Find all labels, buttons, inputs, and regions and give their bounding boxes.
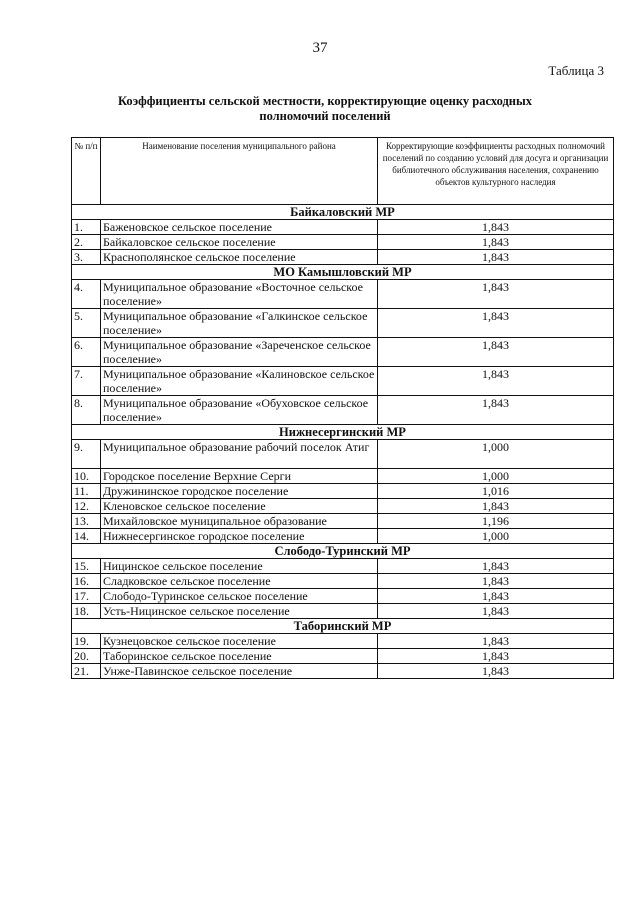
coefficient-value: 1,843 [378, 574, 614, 589]
row-number: 8. [72, 396, 101, 425]
table-body [72, 205, 614, 679]
coefficient-value: 1,843 [378, 250, 614, 265]
coefficient-value: 1,843 [378, 309, 614, 338]
coefficients-table [71, 137, 614, 679]
coefficient-value: 1,843 [378, 499, 614, 514]
settlement-name: Муниципальное образование «Зареченское сельское поселение» [101, 338, 378, 367]
settlement-name: Дружининское городское поселение [101, 484, 378, 499]
table-row [72, 664, 614, 679]
header-coef: Корректирующие коэффициенты расходных полномочий поселений по созданию условий для досуга и организации библиотечного обслуживания населения, сохранению объектов культурного наследия [378, 138, 614, 205]
title-line-1: Коэффициенты сельской местности, корректирующие оценку расходных [117, 94, 533, 108]
coefficient-value: 1,000 [378, 469, 614, 484]
table-row [72, 250, 614, 265]
settlement-name: Сладковское сельское поселение [101, 574, 378, 589]
row-number: 16. [72, 574, 101, 589]
section-title: Таборинский МР [72, 619, 614, 634]
coefficient-value: 1,843 [378, 338, 614, 367]
settlement-name: Михайловское муниципальное образование [101, 514, 378, 529]
settlement-name: Байкаловское сельское поселение [101, 235, 378, 250]
table-row [72, 649, 614, 664]
section-row [72, 205, 614, 220]
row-number: 11. [72, 484, 101, 499]
settlement-name: Кузнецовское сельское поселение [101, 634, 378, 649]
table-row [72, 529, 614, 544]
row-number: 13. [72, 514, 101, 529]
settlement-name: Таборинское сельское поселение [101, 649, 378, 664]
row-number: 17. [72, 589, 101, 604]
row-number: 15. [72, 559, 101, 574]
row-number: 2. [72, 235, 101, 250]
table-row [72, 514, 614, 529]
coefficient-value: 1,843 [378, 589, 614, 604]
row-number: 6. [72, 338, 101, 367]
section-row [72, 619, 614, 634]
coefficient-value: 1,843 [378, 220, 614, 235]
coefficient-value: 1,843 [378, 280, 614, 309]
table-row [72, 499, 614, 514]
coefficient-value: 1,843 [378, 559, 614, 574]
header-num: № п/п [72, 138, 101, 205]
page-number: 37 [312, 40, 328, 56]
table-row [72, 574, 614, 589]
settlement-name: Ницинское сельское поселение [101, 559, 378, 574]
table-row [72, 469, 614, 484]
table-row [72, 559, 614, 574]
section-title: Слободо-Туринский МР [72, 544, 614, 559]
table-title [110, 94, 540, 124]
table-row [72, 280, 614, 309]
row-number: 3. [72, 250, 101, 265]
section-title: Байкаловский МР [72, 205, 614, 220]
table-row [72, 440, 614, 469]
coefficient-value: 1,196 [378, 514, 614, 529]
coefficient-value: 1,843 [378, 649, 614, 664]
row-number: 12. [72, 499, 101, 514]
table-row [72, 484, 614, 499]
table-row [72, 220, 614, 235]
table-label: Таблица 3 [548, 63, 604, 78]
coefficient-value: 1,016 [378, 484, 614, 499]
row-number: 9. [72, 440, 101, 469]
table-row [72, 589, 614, 604]
coefficient-value: 1,843 [378, 604, 614, 619]
table-row [72, 634, 614, 649]
row-number: 10. [72, 469, 101, 484]
settlement-name: Муниципальное образование «Восточное сельское поселение» [101, 280, 378, 309]
settlement-name: Кленовское сельское поселение [101, 499, 378, 514]
row-number: 21. [72, 664, 101, 679]
settlement-name: Усть-Ницинское сельское поселение [101, 604, 378, 619]
settlement-name: Городское поселение Верхние Серги [101, 469, 378, 484]
row-number: 4. [72, 280, 101, 309]
row-number: 14. [72, 529, 101, 544]
title-line-2: полномочий поселений [259, 109, 391, 123]
row-number: 1. [72, 220, 101, 235]
settlement-name: Баженовское сельское поселение [101, 220, 378, 235]
section-row [72, 265, 614, 280]
settlement-name: Муниципальное образование рабочий поселок Атиг [101, 440, 378, 469]
coefficient-value: 1,000 [378, 440, 614, 469]
table-row [72, 604, 614, 619]
header-name: Наименование поселения муниципального района [101, 138, 378, 205]
coefficient-value: 1,843 [378, 367, 614, 396]
settlement-name: Муниципальное образование «Калиновское сельское поселение» [101, 367, 378, 396]
coefficient-value: 1,843 [378, 235, 614, 250]
settlement-name: Краснополянское сельское поселение [101, 250, 378, 265]
section-row [72, 544, 614, 559]
coefficient-value: 1,843 [378, 396, 614, 425]
table-row [72, 235, 614, 250]
table-row [72, 309, 614, 338]
row-number: 19. [72, 634, 101, 649]
section-title: МО Камышловский МР [72, 265, 614, 280]
table-row [72, 338, 614, 367]
settlement-name: Муниципальное образование «Галкинское сельское поселение» [101, 309, 378, 338]
settlement-name: Нижнесергинское городское поселение [101, 529, 378, 544]
section-title: Нижнесергинский МР [72, 425, 614, 440]
table-row [72, 367, 614, 396]
coefficient-value: 1,843 [378, 634, 614, 649]
row-number: 5. [72, 309, 101, 338]
table-row [72, 396, 614, 425]
section-row [72, 425, 614, 440]
coefficient-value: 1,000 [378, 529, 614, 544]
settlement-name: Слободо-Туринское сельское поселение [101, 589, 378, 604]
row-number: 7. [72, 367, 101, 396]
settlement-name: Унже-Павинское сельское поселение [101, 664, 378, 679]
coefficient-value: 1,843 [378, 664, 614, 679]
settlement-name: Муниципальное образование «Обуховское сельское поселение» [101, 396, 378, 425]
row-number: 20. [72, 649, 101, 664]
header-row [72, 138, 614, 205]
row-number: 18. [72, 604, 101, 619]
